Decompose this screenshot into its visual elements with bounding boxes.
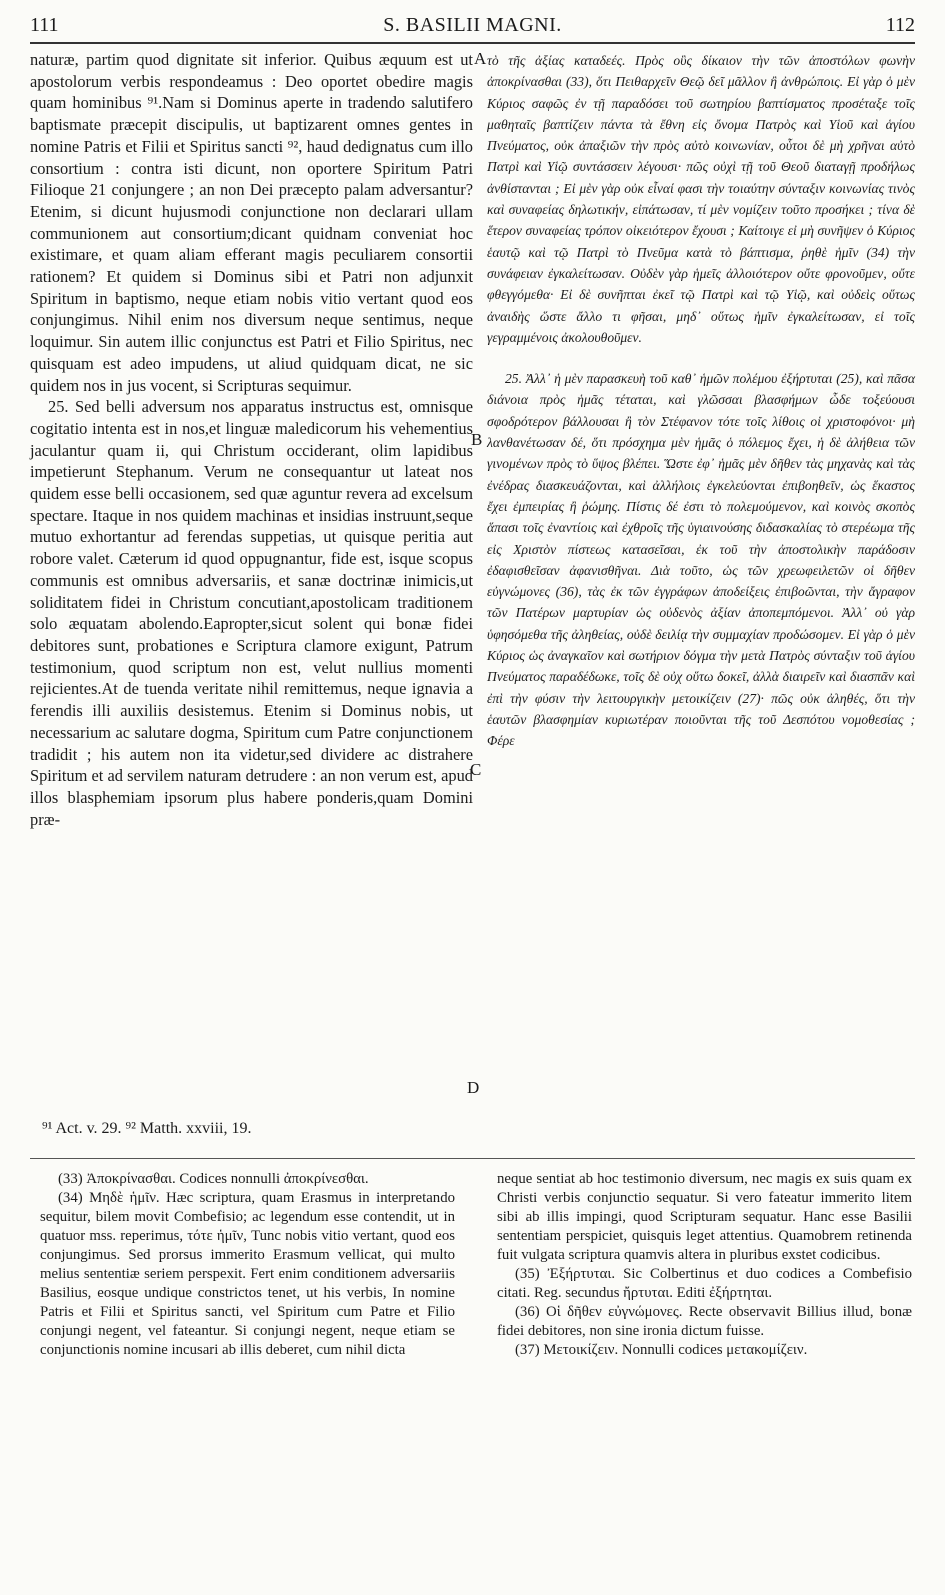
page-number-right: 112 bbox=[885, 14, 915, 36]
latin-paragraph: naturæ, partim quod dignitate sit inferior. Quibus æquum est ut apostolorum verbis respondeamus : Deo oportet obedire magis quam hominibus ⁹¹.Nam si Dominus aperte in tradendo salutifero baptismate præcepit discipulis, ut baptizarent omnes gentes in nomine Patris et Filii et Spiritus sancti ⁹², haud dedignatus cum illo consortium : contra isti dicunt, non oportere Spiritum Patri Filioque 21 conjungere ; an non Dei præcepto palam adversantur? Etenim, si dicunt hujusmodi conjunctione non declarari ullam communionem aut consortium;dicant quidnam conveniat hoc existimare, et quam aliam efferant magis peculiarem consortii rationem? Et quidem si Dominus sibi et Patri non adjunxit Spiritum in baptismo, neque etiam nobis vitio vertant quod eos conjungimus. Nihil enim nos diversum neque sentimus, neque loquimur. Sin autem illic conjunctus est Patri et Filio Spiritus, nec quisquam est adeo impudens, ut aliud quidquam dicat, ne sic quidem nos in jus vocent, si Scripturas sequimur. bbox=[30, 50, 473, 395]
running-title: S. BASILII MAGNI. bbox=[383, 14, 562, 36]
note-34-continued: neque sentiat ab hoc testimonio diversum, nec magis ex suis quam ex Christi verbis conjunctio sequatur. Si vero fateatur immerito litem sibi ab illis impingi, quod Scripturam sequatur. Hanc esse Basilii sententiam perspiciet, quisquis leget attentius. Quamobrem retinenda fuit vulgata scriptura quamvis altera in pluribus exstet codicibus. bbox=[497, 1171, 912, 1263]
margin-letter-c: C bbox=[470, 760, 482, 779]
header-rule bbox=[30, 42, 915, 44]
page-number-left: 111 bbox=[30, 14, 59, 36]
margin-letter-a: A bbox=[474, 49, 487, 68]
latin-paragraph-25: 25. Sed belli adversum nos apparatus instructus est, omnisque cogitatio intenta est in nos,et linguæ maledicorum his vehementius jaculantur quam ii, qui Christum occiderant, olim lapidibus impetierunt Stephanum. Verum ne consequantur ut lateat nos quidem esse belli occasionem, sed quæ aguntur revera ad excelsum spectare. Itaque in nos quidem machinas et insidias instruunt,seque mutuo exhortantur ad ferendas suppetias, ut quisque peritia aut robore valet. Cæterum id quod oppugnantur, fide est, isque scopus communis est omnibus adversariis, et sanæ doctrinæ inimicis,ut soliditatem fidei in Christum concutiant,apostolicam traditionem solo æquatam abolendo.Eapropter,sicut solent qui bonæ fidei debitores sunt, probationes e Scriptura clamore exigunt, Patrum testimonium, quod scriptum non est, velut nullius momenti rejicientes.At de tuenda veritate nihil remittemus, neque ignavia a ferendis illi auxiliis desistemus. Etenim si Dominus nobis, ut necessarium ac salutare dogma, Spiritum cum Patre conjunctionem tradidit ; his autem non ita videtur,sed dividere ac distrahere Spiritum et ad servilem naturam detrudere : an non verum est, apud illos blasphemiam ipsorum plus habere ponderis,quam Domini præ- bbox=[30, 397, 473, 829]
margin-letter-d: D bbox=[467, 1078, 480, 1097]
latin-column bbox=[30, 49, 473, 830]
greek-paragraph-25: 25. Ἀλλ᾽ ἡ μὲν παρασκευὴ τοῦ καθ᾽ ἡμῶν πολέμου ἐξήρτυται (25), καὶ πᾶσα διάνοια πρὸς ἡμᾶς τέταται, καὶ γλῶσσαι βλασφήμων ὧδε τοξεύουσι σφοδρότερον βάλλουσαι ἢ τὸν Στέφανον τότε τοῖς λίθοις οἱ χριστοφόνοι· μὴ λανθανέτωσαν δέ, ὅτι πρόσχημα μὲν ἡμᾶς ὁ πόλεμος ἔχει, ἡ δὲ ἀλήθεια τῶν γινομένων πρὸς τὸ ὕψος βλέπει. Ὥστε ἐφ᾽ ἡμᾶς μὲν δῆθεν τὰς μηχανὰς καὶ τὰς ἐνέδρας διασκευάζονται, καὶ ἀλλήλοις ἐγκελεύονται ἐπιβοηθεῖν, ὡς ἕκαστος ἔχει ἐμπειρίας ἢ ῥώμης. Πίστις δέ ἐστι τὸ πολεμούμενον, καὶ κοινὸς σκοπὸς ἅπασι τοῖς ἐναντίοις καὶ ἐχθροῖς τῆς ὑγιαινούσης διδασκαλίας τὸ στερέωμα τῆς εἰς Χριστὸν πίστεως κατασεῖσαι, ἐκ τοῦ τὴν ἀποστολικὴν παράδοσιν ἐδαφισθεῖσαν ἀφανισθῆναι. Διὰ τοῦτο, ὡς τῶν χρεωφειλετῶν οἱ δῆθεν εὐγνώμονες (36), τὰς ἐκ τῶν ἐγγράφων ἀποδείξεις ἐπιβοῶνται, τὴν ἄγραφον τῶν Πατέρων μαρτυρίαν ὡς οὐδενὸς ἀξίαν ἀποπεμπόμενοι. Ἀλλ᾽ οὐ γὰρ ὑφησόμεθα τῆς ἀληθείας, οὐδὲ δειλίᾳ τὴν συμμαχίαν προδώσομεν. Εἰ γὰρ ὁ μὲν Κύριος ὡς ἀναγκαῖον καὶ σωτήριον δόγμα τὴν μετὰ Πατρὸς σύνταξιν τοῦ ἁγίου Πνεύματος παραδέδωκε, τοῖς δὲ οὐχ οὕτω δοκεῖ, ἀλλὰ διαιρεῖν καὶ διασπᾶν καὶ ἐπὶ τὴν φύσιν τὴν λειτουργικὴν μετοικίζειν (27)· πῶς οὐκ ἀληθές, ὅτι τὴν ἑαυτῶν βλασφημίαν κυριωτέραν ποιοῦνται τῆς τοῦ Δεσπότου νομοθεσίας ; Φέρε bbox=[487, 371, 915, 749]
notes-left-column bbox=[40, 1170, 455, 1360]
greek-paragraph: τὸ τῆς ἀξίας καταδεές. Πρὸς οὓς δίκαιον τὴν τῶν ἀποστόλων φωνὴν ἀποκρίνασθαι (33), ὅτι Πειθαρχεῖν Θεῷ δεῖ μᾶλλον ἢ ἀνθρώποις. Εἰ γὰρ ὁ μὲν Κύριος σαφῶς ἐν τῇ παραδόσει τοῦ σωτηρίου βαπτίσματος προσέταξε τοῖς μαθηταῖς βαπτίζειν πάντα τὰ ἔθνη εἰς ὄνομα Πατρὸς καὶ Υἱοῦ καὶ ἁγίου Πνεύματος, οὐκ ἀπαξιῶν τὴν πρὸς αὐτὸ κοινωνίαν, οὗτοι δὲ μὴ χρῆναι αὐτὸ Πατρὶ καὶ Υἱῷ συντάσσειν λέγουσι· πῶς οὐχὶ τῇ τοῦ Θεοῦ διαταγῇ προδήλως ἀνθίστανται ; Εἰ μὲν γὰρ οὐκ εἶναί φασι τὴν τοιαύτην σύνταξιν κοινωνίας τινὸς καὶ συναφείας δηλωτικήν, εἰπάτωσαν, τί μὲν νομίζειν τοῦτο προσήκει ; τίνα δὲ ἕτερον συναφείας τρόπον οἰκειότερον ἔχουσι ; Καίτοιγε εἰ μὴ συνῆψεν ὁ Κύριος ἑαυτῷ καὶ τῷ Πατρὶ τὸ Πνεῦμα κατὰ τὸ βάπτισμα, ῥηθὲ ἡμῖν (34) τὴν συνάφειαν ἐγκαλείτωσαν. Οὐδὲν γὰρ ἡμεῖς ἀλλοιότερον οὔτε φρονοῦμεν, οὔτε φθεγγόμεθα· Εἰ δὲ συνῆπται ἐκεῖ τῷ Πατρὶ καὶ τῷ Υἱῷ, καὶ οὐδεὶς οὕτως ἀναιδὴς ὥστε ἄλλο τι φῆσαι, μηδ᾽ οὕτως ἡμῖν ἐγκαλείτωσαν, εἰ τοῖς γεγραμμένοις ἀκολουθοῦμεν. bbox=[487, 53, 915, 345]
note-37: (37) Μετοικίζειν. Nonnulli codices μετακομίζειν. bbox=[515, 1342, 808, 1358]
notes-rule bbox=[30, 1158, 915, 1159]
note-35: (35) Ἐξήρτυται. Sic Colbertinus et duo codices a Combefisio citati. Reg. secundus ἤρτυται. Editi ἐξήρτηται. bbox=[497, 1266, 912, 1301]
page-header bbox=[0, 14, 945, 40]
note-33: (33) Ἀποκρίνασθαι. Codices nonnulli ἀποκρίνεσθαι. bbox=[58, 1171, 369, 1187]
note-36: (36) Οἱ δῆθεν εὐγνώμονες. Recte observavit Billius illud, bonæ fidei debitores, non sine ironia dictum fuisse. bbox=[497, 1304, 912, 1339]
greek-column bbox=[487, 50, 915, 752]
notes-right-column bbox=[497, 1170, 912, 1360]
note-34: (34) Μηδὲ ἡμῖν. Hæc scriptura, quam Erasmus in interpretando sequitur, bilem movit Combefisio; ac legendum esse contendit, ut in quatuor mss. reperimus, τότε ἡμῖν, Tunc nobis vitio vertant, quod eos conjungimus. Sed prorsus immerito Erasmum vellicat, qui multo melius sententiæ seriem perspexit. Fert enim conditionem adversariis Basilius, eosque undique constrictos tenet, ut his verbis, In nomine Patris et Filii et Spiritus sancti, vel Spiritum cum Patre et Filio conjungi negent, vel fateantur. Si conjungi negent, neque etiam se conjunctionis nomine incusari ab illis deberet, cum nihil dicta bbox=[40, 1190, 455, 1358]
scripture-footnotes: ⁹¹ Act. v. 29. ⁹² Matth. xxviii, 19. bbox=[42, 1120, 252, 1137]
margin-letter-b: B bbox=[471, 430, 483, 449]
